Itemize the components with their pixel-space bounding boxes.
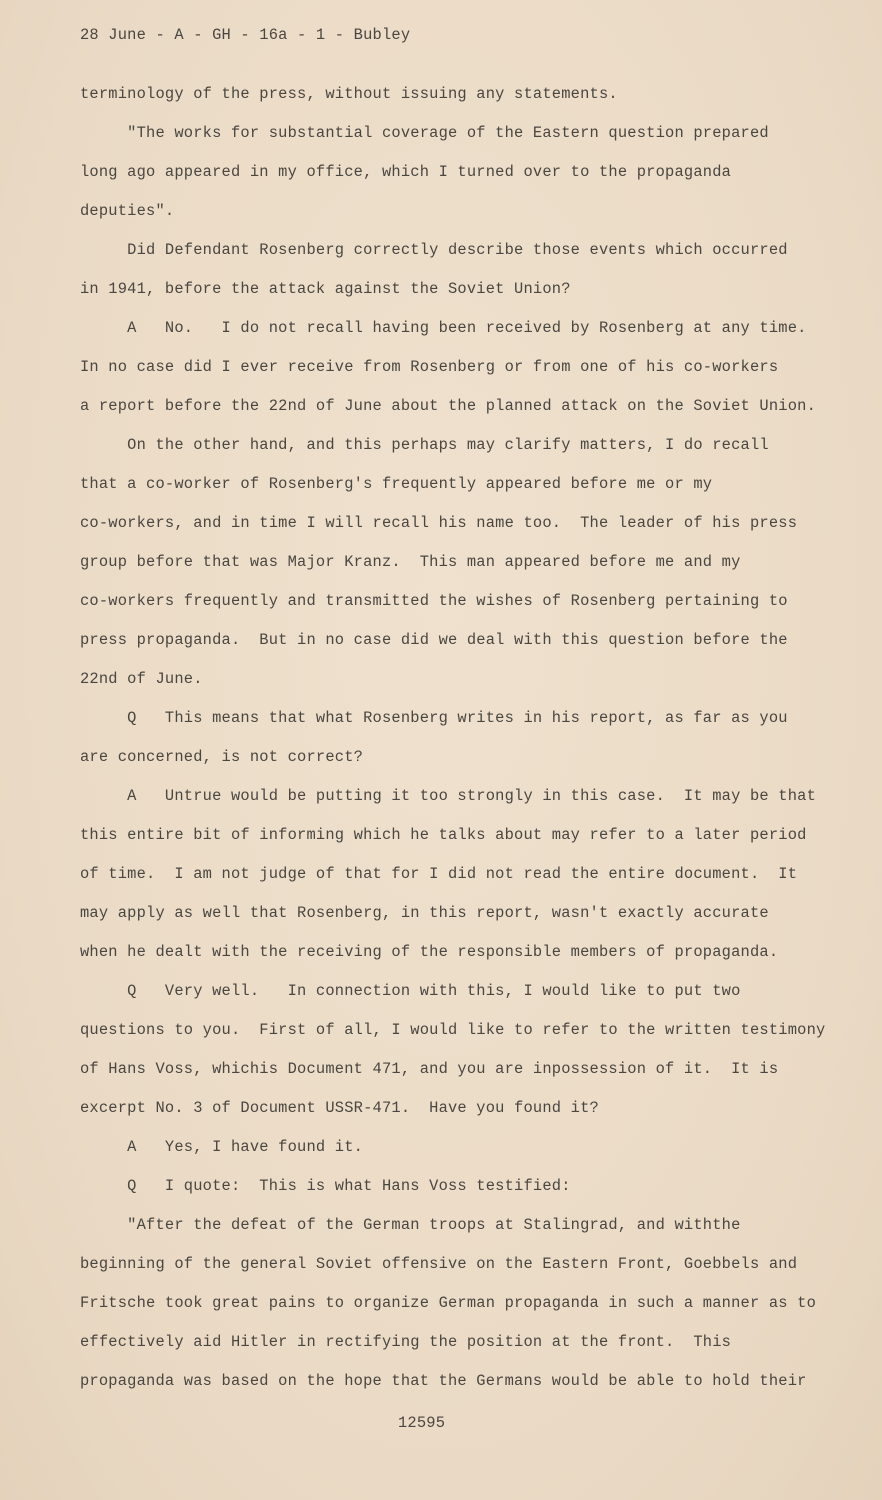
text-line: in 1941, before the attack against the Soviet Union? bbox=[80, 280, 571, 298]
text-line: 22nd of June. bbox=[80, 670, 203, 688]
text-line: Q This means that what Rosenberg writes in his report, as far as you bbox=[80, 709, 788, 727]
text-line: Q Very well. In connection with this, I would like to put two bbox=[80, 982, 741, 1000]
text-line: co-workers, and in time I will recall his name too. The leader of his press bbox=[80, 514, 798, 532]
text-line: "The works for substantial coverage of the Eastern question prepared bbox=[80, 124, 769, 142]
text-line: long ago appeared in my office, which I turned over to the propaganda bbox=[80, 163, 732, 181]
text-line: may apply as well that Rosenberg, in this report, wasn't exactly accurate bbox=[80, 904, 769, 922]
text-line: that a co-worker of Rosenberg's frequently appeared before me or my bbox=[80, 475, 713, 493]
text-line: of time. I am not judge of that for I did not read the entire document. It bbox=[80, 865, 798, 883]
text-line: group before that was Major Kranz. This man appeared before me and my bbox=[80, 553, 741, 571]
text-line: excerpt No. 3 of Document USSR-471. Have you found it? bbox=[80, 1099, 599, 1117]
text-line: Did Defendant Rosenberg correctly describe those events which occurred bbox=[80, 241, 788, 259]
text-line: A Untrue would be putting it too strongly in this case. It may be that bbox=[80, 787, 816, 805]
text-line: terminology of the press, without issuing any statements. bbox=[80, 85, 618, 103]
text-line: propaganda was based on the hope that the Germans would be able to hold their bbox=[80, 1372, 807, 1390]
text-line: beginning of the general Soviet offensive on the Eastern Front, Goebbels and bbox=[80, 1255, 798, 1273]
text-line: deputies". bbox=[80, 202, 175, 220]
text-line: A No. I do not recall having been received by Rosenberg at any time. bbox=[80, 319, 807, 337]
text-line: of Hans Voss, whichis Document 471, and you are inpossession of it. It is bbox=[80, 1060, 779, 1078]
text-line: Fritsche took great pains to organize German propaganda in such a manner as to bbox=[80, 1294, 816, 1312]
text-line: effectively aid Hitler in rectifying the position at the front. This bbox=[80, 1333, 732, 1351]
text-line: this entire bit of informing which he talks about may refer to a later period bbox=[80, 826, 807, 844]
text-line: Q I quote: This is what Hans Voss testified: bbox=[80, 1177, 571, 1195]
text-line: In no case did I ever receive from Rosenberg or from one of his co-workers bbox=[80, 358, 779, 376]
page-header: 28 June - A - GH - 16a - 1 - Bubley bbox=[80, 26, 411, 44]
text-line: press propaganda. But in no case did we deal with this question before the bbox=[80, 631, 788, 649]
text-line: when he dealt with the receiving of the responsible members of propaganda. bbox=[80, 943, 779, 961]
text-line: "After the defeat of the German troops at Stalingrad, and withthe bbox=[80, 1216, 741, 1234]
text-line: co-workers frequently and transmitted the wishes of Rosenberg pertaining to bbox=[80, 592, 788, 610]
page-number: 12595 bbox=[398, 1414, 446, 1432]
text-line: are concerned, is not correct? bbox=[80, 748, 364, 766]
text-line: a report before the 22nd of June about the planned attack on the Soviet Union. bbox=[80, 397, 816, 415]
text-line: On the other hand, and this perhaps may clarify matters, I do recall bbox=[80, 436, 769, 454]
text-line: questions to you. First of all, I would like to refer to the written testimony bbox=[80, 1021, 826, 1039]
text-line: A Yes, I have found it. bbox=[80, 1138, 364, 1156]
